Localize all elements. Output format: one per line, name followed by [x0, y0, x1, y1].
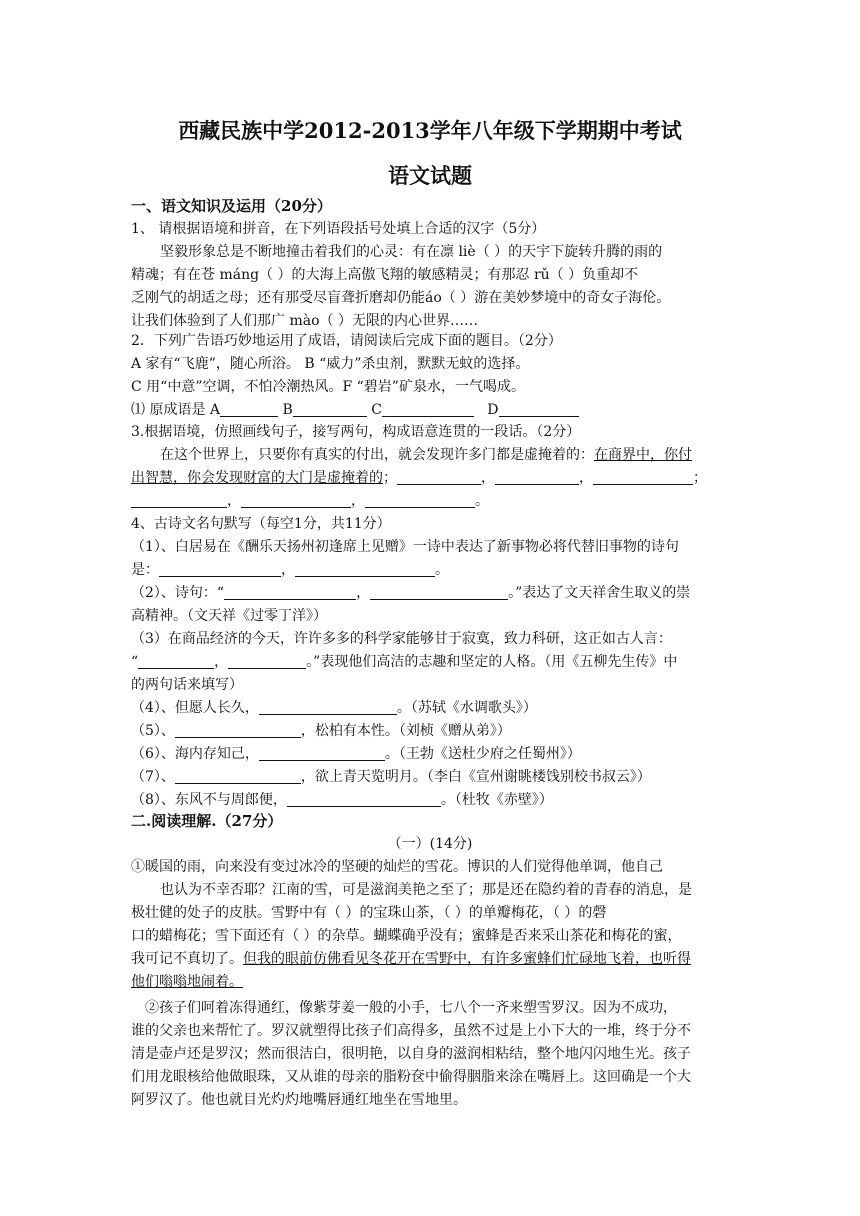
- passage-p2-line1: ②孩子们呵着冻得通红，像紫芽姜一般的小手，七八个一齐来塑雪罗汉。因为不成功，: [145, 1000, 677, 1016]
- q3-line3: [131, 490, 489, 512]
- q3-separator: ；: [383, 470, 397, 486]
- q3-blank-1[interactable]: [397, 469, 481, 485]
- q2-answer-d-label: D: [487, 402, 499, 418]
- q4-item3-line1: （3）在商品经济的今天，许许多多的科学家能够甘于寂寞，致力科研，这正如古人言：: [131, 631, 672, 647]
- q3-blank-2[interactable]: [495, 469, 579, 485]
- q3-blank-4[interactable]: [131, 492, 227, 508]
- passage-p1-line2: 也认为不幸否耶？江南的雪，可是滋润美艳之至了；那是还在隐约着的青春的消息，是: [160, 882, 692, 898]
- q1-line3: 乏刚气的胡适之母；还有那受尽盲聋折磨却仍能áo（ ）游在美妙梦境中的奇女子海伦。: [131, 290, 671, 306]
- q4-item2-line2: 高精神。（文天祥《过零丁洋》）: [131, 608, 327, 624]
- q4-item7-source: ，欲上青天览明月。（李白《宣州谢眺楼饯别校书叔云》）: [300, 769, 651, 785]
- q3-line1: [160, 444, 692, 466]
- section2-heading: 二.阅读理解.（27分）: [131, 812, 283, 830]
- passage-p2-line5: 阿罗汉了。他也就目光灼灼地嘴唇通红地坐在雪地里。: [131, 1092, 467, 1108]
- q4-item8-source: 。（杜牧《赤壁》）: [440, 792, 553, 808]
- q2-answer-line: [131, 399, 579, 421]
- q2-blank-d[interactable]: [499, 401, 579, 417]
- q4-item2-note: 。”表达了文天祥舍生取义的崇: [508, 585, 691, 601]
- passage-p2-line2: 谁的父亲也来帮忙了。罗汉就塑得比孩子们高得多，虽然不过是上小下大的一堆，终于分不: [131, 1023, 691, 1039]
- q2-blank-c[interactable]: [382, 401, 474, 417]
- exam-subtitle: 语文试题: [388, 163, 472, 188]
- q4-item2-line1: （2）、诗句：“ ， 。”表达了文天祥舍生取义的崇: [131, 585, 691, 601]
- q4-item3-note: 。”表现他们高洁的志趣和坚定的人格。（用《五柳先生传》中: [306, 654, 678, 670]
- q3-comma: ，: [351, 493, 365, 509]
- q4-item7-blank[interactable]: [175, 768, 301, 784]
- q3-comma: ，: [227, 493, 241, 509]
- section1-heading: 一、语文知识及运用（20分）: [131, 197, 332, 215]
- q4-item6-label: （6）、海内存知己，: [131, 746, 259, 762]
- passage-p2-line4: 们用龙眼核给他做眼珠，又从谁的母亲的脂粉奁中偷得胭脂来涂在嘴唇上。这回确是一个大: [131, 1069, 691, 1085]
- q4-item4-blank[interactable]: [259, 699, 397, 715]
- q4-item4-source: 。（苏轼《水调歌头》）: [396, 700, 537, 716]
- q3-end: 。: [475, 493, 489, 509]
- passage-p1-line6: [131, 971, 243, 993]
- q2-line2: C 用“中意”空调，不怕冷潮热风。F “碧岩”矿泉水，一气喝成。: [131, 379, 525, 395]
- q4-item1-blank-1[interactable]: [159, 561, 281, 577]
- q2-blank-b[interactable]: [293, 401, 367, 417]
- q3-intro: 在这个世界上，只要你有真实的付出，就会发现许多门都是虚掩着的：: [160, 447, 594, 463]
- q1-line2: 精魂；有在苍 máng（ ）的大海上高傲飞翔的敏感精灵；有那忍 rǔ（ ）负重却不: [131, 267, 639, 283]
- q1-prompt: 1、 请根据语境和拼音，在下列语段括号处填上合适的汉字（5分）: [131, 221, 546, 237]
- passage-p1-line5: [131, 948, 691, 970]
- passage-p1-underlined-1: 但我的眼前仿佛看见冬花开在雪野中，有许多蜜蜂们忙碌地飞着，也听得: [243, 951, 691, 967]
- q4-item1-line1: （1）、白居易在《酬乐天扬州初逢席上见赠》一诗中表达了新事物必将代替旧事物的诗句: [131, 539, 679, 555]
- q3-comma: ，: [481, 470, 495, 486]
- q4-item4: [131, 697, 537, 719]
- q4-item8-blank[interactable]: [287, 791, 441, 807]
- q1-line4: 让我们体验到了人们那广 mào（ ）无限的内心世界……: [131, 313, 478, 329]
- passage-p1-line3: 极壮健的处子的皮肤。雪野中有（ ）的宝珠山茶，（ ）的单瓣梅花，（ ）的磬: [131, 905, 607, 921]
- q1-line1: 坚毅形象总是不断地撞击着我们的心灵：有在凛 liè（ ）的天宇下旋转升腾的雨的: [160, 244, 663, 260]
- q4-item5-source: ，松柏有本性。（刘桢《赠从弟》）: [300, 723, 511, 739]
- q4-item5-blank[interactable]: [175, 722, 301, 738]
- q3-blank-6[interactable]: [365, 492, 475, 508]
- passage-p1-line4: 口的蜡梅花；雪下面还有（ ）的杂草。蝴蝶确乎没有；蜜蜂是否来采山茶花和梅花的蜜，: [131, 928, 682, 944]
- q3-prompt: 3.根据语境，仿照画线句子，接写两句，构成语意连贯的一段话。（2分）: [131, 424, 581, 440]
- q4-item1-label: 是：: [131, 562, 159, 578]
- q4-item6: [131, 743, 581, 765]
- q4-item3-line2: “ ， 。”表现他们高洁的志趣和坚定的人格。（用《五柳先生传》中: [131, 654, 678, 670]
- q4-item3-blank-1[interactable]: [138, 653, 214, 669]
- passage-p2-line3: 清是壶卢还是罗汉；然而很洁白，很明艳，以自身的滋润相粘结，整个地闪闪地生光。孩子: [131, 1046, 691, 1062]
- q4-item2-blank-2[interactable]: [370, 584, 508, 600]
- q4-item3-open-quote: “: [131, 654, 139, 670]
- q3-model-sentence-part2: 出智慧，你会发现财富的大门是虚掩着的: [131, 470, 383, 486]
- passage-p1-line1: ①暖国的雨，向来没有变过冰冷的坚硬的灿烂的雪花。博识的人们觉得他单调，他自己: [131, 859, 663, 875]
- exam-title: 西藏民族中学2012-2013学年八年级下学期期中考试: [178, 118, 682, 143]
- q3-comma: ，: [579, 470, 593, 486]
- q3-semicolon: ；: [693, 470, 707, 486]
- q2-answer-a-label: ⑴ 原成语是 A: [131, 402, 221, 418]
- q4-item8-label: （8）、东风不与周郎便，: [131, 792, 287, 808]
- reading-part1-heading: （一）(14分): [387, 836, 473, 852]
- passage-p1-line5-plain: 我可记不真切了。: [131, 951, 243, 967]
- q4-item7-label: （7）、: [131, 769, 175, 785]
- q4-item7: [131, 766, 651, 788]
- q2-answer-b-label: B: [282, 402, 293, 418]
- q3-blank-5[interactable]: [241, 492, 351, 508]
- q2-blank-a[interactable]: [220, 401, 278, 417]
- q3-blank-3[interactable]: [593, 469, 693, 485]
- q4-item3-blank-2[interactable]: [228, 653, 306, 669]
- q3-model-sentence-part1: 在商界中，你付: [594, 447, 692, 463]
- q2-answer-c-label: C: [371, 402, 382, 418]
- q4-item6-blank[interactable]: [259, 745, 385, 761]
- q4-item6-source: 。（王勃《送杜少府之任蜀州》）: [384, 746, 581, 762]
- q4-prompt: 4、古诗文名句默写（每空1分，共11分）: [131, 516, 391, 532]
- passage-p1-underlined-2: 他们嗡嗡地闹着。: [131, 974, 243, 990]
- q4-item1-blank-2[interactable]: [295, 561, 435, 577]
- q2-line1: A 家有“飞鹿”，随心所浴。 B “威力”杀虫剂，默默无蚊的选择。: [131, 356, 530, 372]
- q4-item5: [131, 720, 511, 742]
- q4-item8: [131, 789, 553, 811]
- q3-line2: [131, 467, 707, 489]
- q4-item3-line3: 的两句话来填写）: [131, 677, 243, 693]
- q2-prompt: 2．下列广告语巧妙地运用了成语，请阅读后完成下面的题目。（2分）: [131, 333, 562, 349]
- q4-item4-label: （4）、但愿人长久，: [131, 700, 259, 716]
- q4-item2-blank-1[interactable]: [224, 584, 356, 600]
- q4-item1-line2: 是： ， 。: [131, 562, 449, 578]
- q4-item2-label: （2）、诗句：“: [131, 585, 225, 601]
- q4-item5-label: （5）、: [131, 723, 175, 739]
